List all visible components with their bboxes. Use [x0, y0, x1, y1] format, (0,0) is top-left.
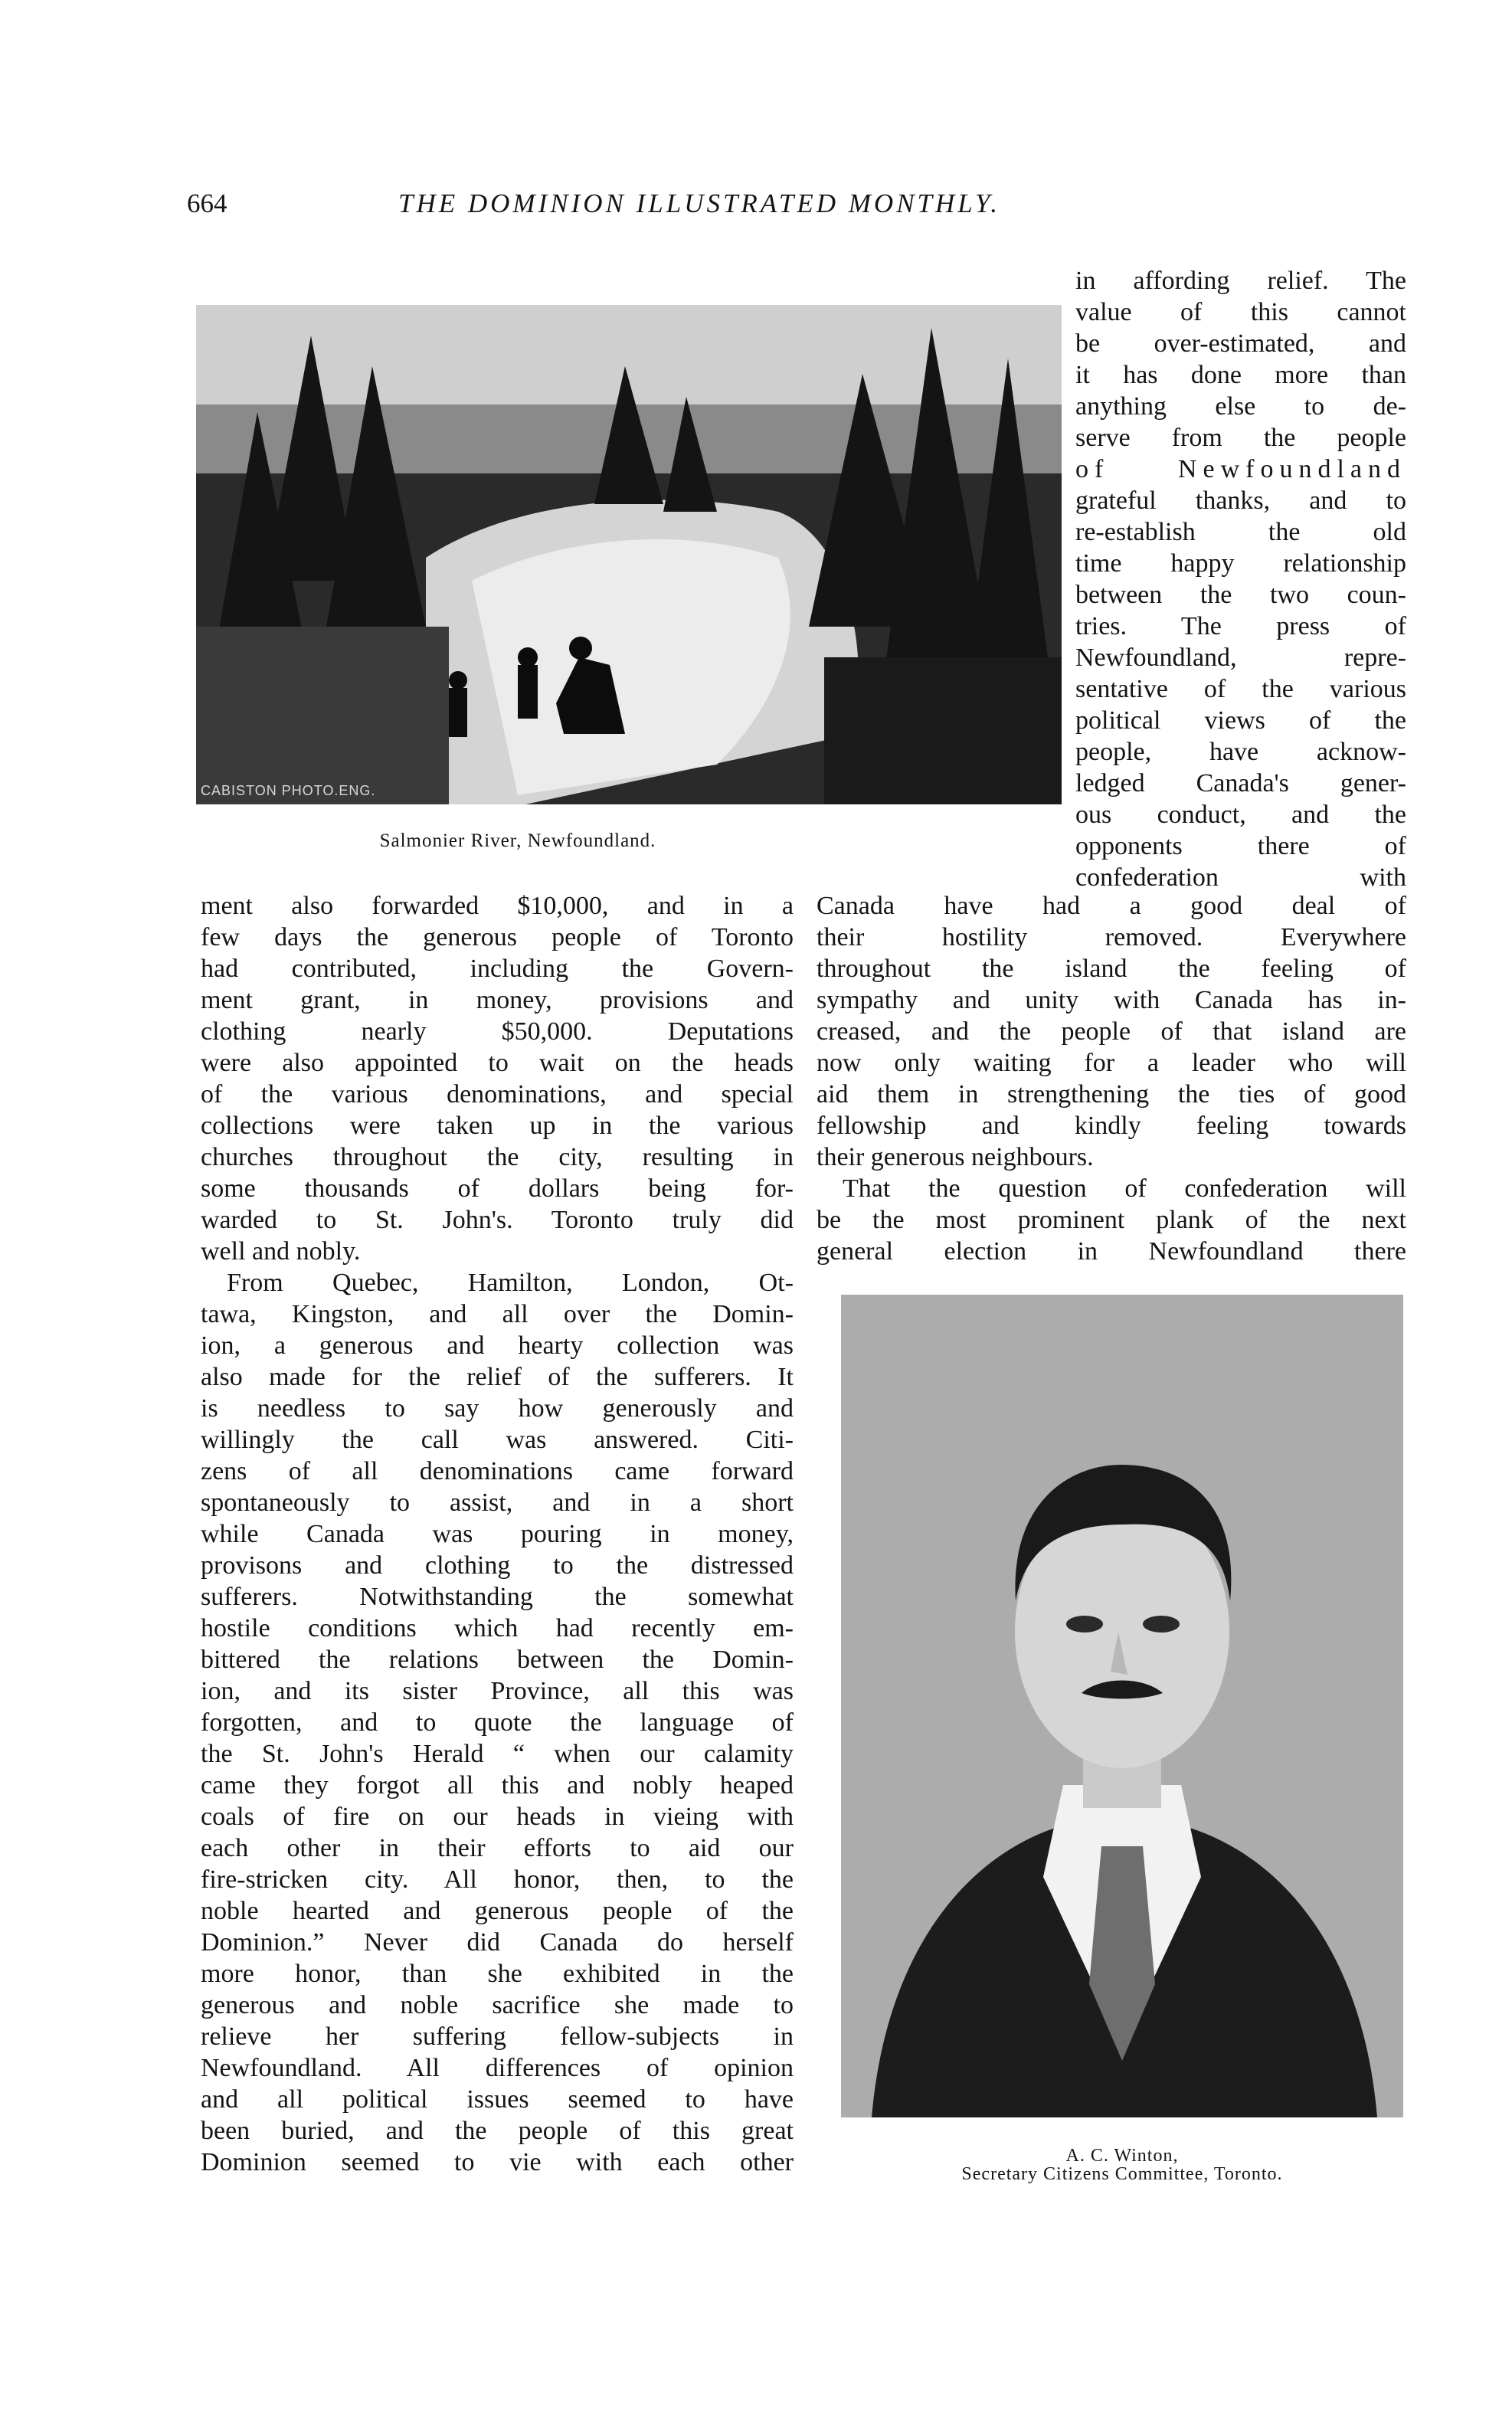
text-line: willingly the call was answered. Citi- — [201, 1426, 794, 1454]
text-line: coals of fire on our heads in vieing with — [201, 1803, 794, 1831]
text-line: people, have acknow- — [1075, 738, 1406, 766]
text-line: Newfoundland. All differences of opinion — [201, 2054, 794, 2082]
text-line: forgotten, and to quote the language of — [201, 1708, 794, 1737]
text-line: be the most prominent plank of the next — [817, 1206, 1406, 1234]
text-line: spontaneously to assist, and in a short — [201, 1488, 794, 1517]
text-line: ion, and its sister Province, all this was — [201, 1677, 794, 1705]
text-line: bittered the relations between the Domin- — [201, 1646, 794, 1674]
text-line: Dominion.” Never did Canada do herself — [201, 1928, 794, 1957]
text-line: their hostility removed. Everywhere — [817, 923, 1406, 951]
running-head: THE DOMINION ILLUSTRATED MONTHLY. — [398, 188, 1001, 218]
river-landscape-illustration — [196, 305, 1062, 804]
text-line: general election in Newfoundland there — [817, 1237, 1406, 1266]
salmonier-river-photo — [196, 305, 1062, 804]
text-line: is needless to say how generously and — [201, 1394, 794, 1423]
text-line: collections were taken up in the various — [201, 1112, 794, 1140]
text-line: had contributed, including the Govern- — [201, 955, 794, 983]
text-line: noble hearted and generous people of the — [201, 1897, 794, 1925]
text-line: came they forgot all this and nobly heaped — [201, 1771, 794, 1800]
text-line: warded to St. John's. Toronto truly did — [201, 1206, 794, 1234]
text-line: ledged Canada's gener- — [1075, 769, 1406, 797]
text-line: it has done more than — [1075, 361, 1406, 389]
text-line: re-establish the old — [1075, 518, 1406, 546]
river-photo-caption: Salmonier River, Newfoundland. — [379, 830, 656, 851]
text-line: value of this cannot — [1075, 298, 1406, 326]
text-line: some thousands of dollars being for- — [201, 1174, 794, 1203]
text-line: ment also forwarded $10,000, and in a — [201, 892, 794, 920]
text-line: sympathy and unity with Canada has in- — [817, 986, 1406, 1014]
text-line: grateful thanks, and to — [1075, 486, 1406, 515]
text-line: now only waiting for a leader who will — [817, 1049, 1406, 1077]
text-line: political views of the — [1075, 706, 1406, 735]
text-line: each other in their efforts to aid our — [201, 1834, 794, 1862]
text-line: also made for the relief of the sufferers. It — [201, 1363, 794, 1391]
text-line: zens of all denominations came forward — [201, 1457, 794, 1485]
text-line: been buried, and the people of this great — [201, 2117, 794, 2145]
portrait-caption-title: Secretary Citizens Committee, Toronto. — [961, 2164, 1283, 2184]
text-line: From Quebec, Hamilton, London, Ot- — [227, 1269, 794, 1297]
text-line: the St. John's Herald “ when our calamity — [201, 1740, 794, 1768]
article-column-left — [201, 890, 794, 2178]
portrait-caption — [841, 2147, 1403, 2183]
text-line: ous conduct, and the — [1075, 801, 1406, 829]
text-line: hostile conditions which had recently em- — [201, 1614, 794, 1642]
text-line: ment grant, in money, provisions and — [201, 986, 794, 1014]
text-line: churches throughout the city, resulting in — [201, 1143, 794, 1171]
text-line: were also appointed to wait on the heads — [201, 1049, 794, 1077]
text-line: time happy relationship — [1075, 549, 1406, 578]
text-line: their generous neighbours. — [817, 1143, 1094, 1171]
text-line: relieve her suffering fellow-subjects in — [201, 2022, 794, 2051]
text-line: be over-estimated, and — [1075, 329, 1406, 358]
text-line: of the various denominations, and special — [201, 1080, 794, 1109]
text-line: tawa, Kingston, and all over the Domin- — [201, 1300, 794, 1328]
text-line: anything else to de- — [1075, 392, 1406, 421]
text-line: Dominion seemed to vie with each other — [201, 2148, 794, 2176]
text-line: provisons and clothing to the distressed — [201, 1551, 794, 1580]
text-line: more honor, than she exhibited in the — [201, 1960, 794, 1988]
portrait-illustration — [841, 1295, 1403, 2117]
text-line: while Canada was pouring in money, — [201, 1520, 794, 1548]
text-line: in affording relief. The — [1075, 267, 1406, 295]
text-line: fellowship and kindly feeling towards — [817, 1112, 1406, 1140]
text-line: of Newfoundland — [1075, 455, 1406, 483]
text-line: opponents there of — [1075, 832, 1406, 860]
text-line: tries. The press of — [1075, 612, 1406, 640]
text-line: between the two coun- — [1075, 581, 1406, 609]
text-line: well and nobly. — [201, 1237, 361, 1266]
text-line: serve from the people — [1075, 424, 1406, 452]
text-line: few days the generous people of Toronto — [201, 923, 794, 951]
portrait-photo — [841, 1295, 1403, 2117]
text-line: clothing nearly $50,000. Deputations — [201, 1017, 794, 1046]
article-column-right-top — [1075, 265, 1406, 893]
text-line: aid them in strengthening the ties of good — [817, 1080, 1406, 1109]
article-column-right-middle — [817, 890, 1406, 1267]
text-line: ion, a generous and hearty collection was — [201, 1331, 794, 1360]
page-number: 664 — [187, 188, 227, 218]
text-line: and all political issues seemed to have — [201, 2085, 794, 2114]
text-line: throughout the island the feeling of — [817, 955, 1406, 983]
text-line: Newfoundland, repre- — [1075, 644, 1406, 672]
engraver-credit: CABISTON PHOTO.ENG. — [201, 783, 376, 798]
text-line: generous and noble sacrifice she made to — [201, 1991, 794, 2019]
text-line: confederation with — [1075, 863, 1406, 892]
text-line: fire-stricken city. All honor, then, to the — [201, 1865, 794, 1894]
text-line: sentative of the various — [1075, 675, 1406, 703]
text-line: sufferers. Notwithstanding the somewhat — [201, 1583, 794, 1611]
portrait-caption-name: A. C. Winton, — [1065, 2146, 1179, 2166]
text-line: creased, and the people of that island are — [817, 1017, 1406, 1046]
text-line: That the question of confederation will — [843, 1174, 1406, 1203]
text-line: Canada have had a good deal of — [817, 892, 1406, 920]
